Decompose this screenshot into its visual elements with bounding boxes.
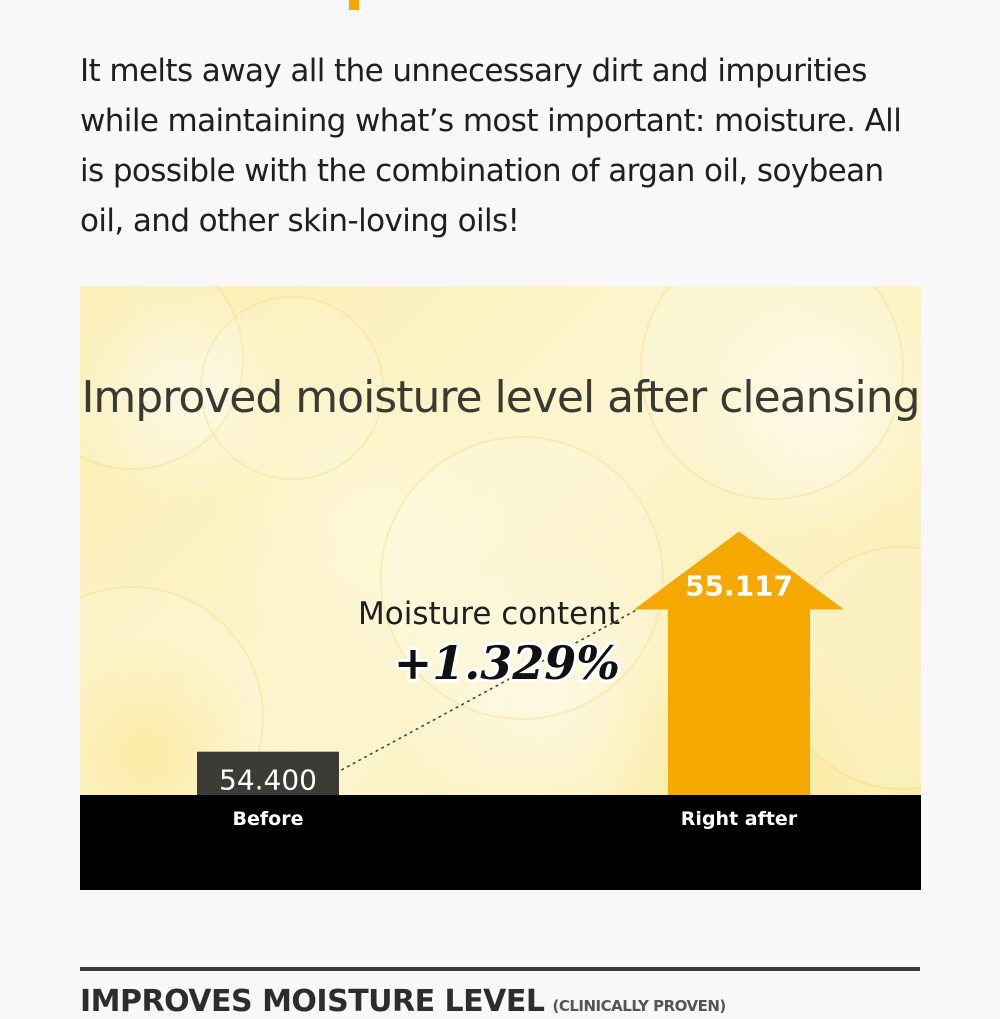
accent-mark bbox=[349, 0, 359, 10]
bar-value-before: 54.400 bbox=[219, 763, 317, 797]
intro-paragraph: It melts away all the unnecessary dirt and impurities while maintaining what’s most important: moisture. All is possible with the combination of argan oil, soybean oil, and other skin-loving oils! bbox=[80, 53, 902, 239]
footer-heading bbox=[80, 984, 726, 1019]
category-label-before: Before bbox=[232, 808, 304, 830]
chart-title: Improved moisture level after cleansing bbox=[81, 372, 920, 423]
footer-heading-text: IMPROVES MOISTURE LEVEL bbox=[80, 984, 545, 1019]
category-label-right-after: Right after bbox=[680, 808, 798, 830]
annotation-value: +1.329% bbox=[393, 636, 620, 690]
bar-value-right-after: 55.117 bbox=[684, 569, 794, 603]
moisture-chart-panel bbox=[80, 286, 921, 890]
section-divider bbox=[80, 967, 920, 971]
annotation-label: Moisture content bbox=[358, 596, 620, 632]
footer-subheading: (CLINICALLY PROVEN) bbox=[552, 997, 726, 1015]
chart-canvas bbox=[80, 286, 921, 890]
